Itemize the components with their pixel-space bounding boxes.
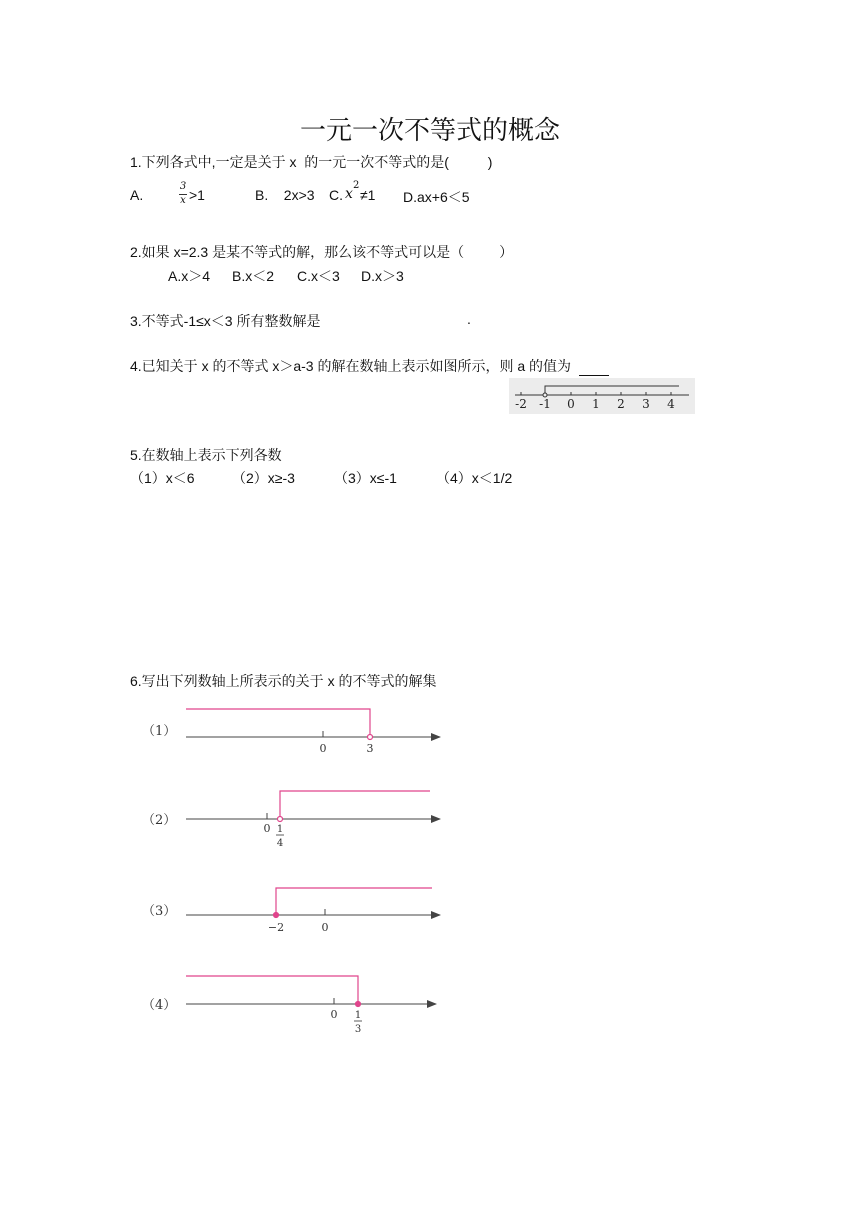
q6-number-lines — [130, 700, 460, 1040]
option-a-denominator: x — [180, 195, 186, 206]
zero-label: 0 — [330, 1008, 338, 1021]
tick-label: 1 — [592, 397, 600, 411]
tick-label: -2 — [515, 397, 527, 411]
option-b: B. 2x>3 — [255, 187, 315, 203]
q5-item-1: （1）x＜6 — [130, 470, 195, 486]
tick-label: 0 — [567, 397, 575, 411]
point-label: −2 — [267, 921, 285, 934]
question-1-stem: 1.下列各式中,一定是关于 x 的一元一次不等式的是( ) — [130, 154, 493, 170]
option-c-exponent: 2 — [353, 180, 360, 191]
solution-ray — [280, 791, 430, 819]
option-a-rest: >1 — [189, 187, 205, 203]
q5-item-3: （3）x≤-1 — [334, 470, 397, 486]
question-6-stem: 6.写出下列数轴上所表示的关于 x 的不等式的解集 — [130, 673, 437, 689]
closed-point — [356, 1002, 361, 1007]
option-c-variable: x — [345, 186, 353, 202]
open-point — [278, 817, 283, 822]
question-4-text: 4.已知关于 x 的不等式 x＞a-3 的解在数轴上表示如图所示，则 a 的值为 — [130, 358, 579, 374]
number-line-4 — [142, 976, 436, 1035]
point-numerator: 1 — [276, 824, 284, 835]
point-numerator: 1 — [354, 1010, 362, 1021]
tick-label: 4 — [667, 397, 675, 411]
page-title: 一元一次不等式的概念 — [299, 116, 560, 146]
option-c-prefix: C. — [329, 187, 343, 203]
q2-option-a: A.x＞4 — [168, 268, 211, 284]
open-point — [368, 735, 373, 740]
question-3-stem: 3.不等式-1≤x＜3 所有整数解是 — [130, 313, 321, 329]
line-label: （3） — [142, 904, 177, 919]
tick-label: 3 — [642, 397, 650, 411]
zero-label: 0 — [321, 921, 329, 934]
q4-number-line-photo — [509, 378, 695, 414]
zero-label: 0 — [319, 742, 327, 755]
tick-label: 2 — [617, 397, 625, 411]
q2-option-c: C.x＜3 — [297, 268, 340, 284]
question-5-stem: 5.在数轴上表示下列各数 — [130, 447, 282, 463]
number-line-3 — [142, 888, 440, 934]
line-label: （1） — [142, 724, 177, 739]
line-label: （4） — [142, 998, 177, 1013]
option-d: D.ax+6＜5 — [403, 189, 470, 205]
option-a-label: A. — [130, 187, 144, 203]
q2-option-b: B.x＜2 — [232, 268, 275, 284]
line-label: （2） — [142, 813, 177, 828]
number-line-2 — [142, 791, 440, 849]
solution-ray — [276, 888, 432, 915]
question-2-stem: 2.如果 x=2.3 是某不等式的解，那么该不等式可以是（ ） — [130, 244, 514, 260]
zero-label: 0 — [263, 822, 271, 835]
option-c-rest: ≠1 — [360, 187, 376, 203]
tick-label: -1 — [539, 397, 551, 411]
q2-option-d: D.x＞3 — [361, 268, 404, 284]
solution-ray — [186, 709, 370, 737]
q5-item-4: （4）x＜1/2 — [436, 470, 513, 486]
point-denominator: 4 — [276, 838, 284, 849]
number-line-1 — [142, 709, 440, 755]
question-3-tail: . — [467, 311, 471, 327]
q5-item-2: （2）x≥-3 — [232, 470, 295, 486]
answer-blank — [579, 361, 609, 376]
point-denominator: 3 — [354, 1024, 362, 1035]
closed-point — [274, 913, 279, 918]
question-4-stem — [130, 356, 609, 376]
option-a-numerator: 3 — [179, 181, 187, 192]
solution-ray — [186, 976, 358, 1004]
point-label: 3 — [366, 742, 374, 755]
